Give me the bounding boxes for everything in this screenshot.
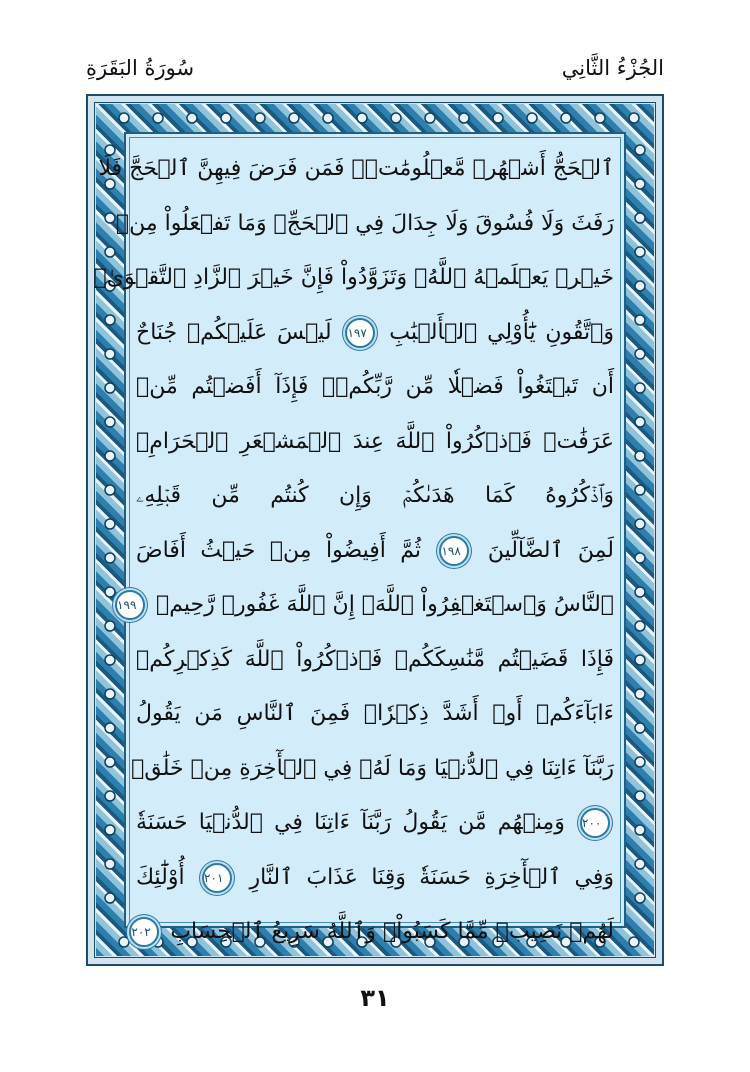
verse-text: أُوْلَٰٓئِكَ (136, 864, 199, 890)
ornament-curl (289, 113, 299, 123)
ornament-curl (105, 757, 115, 767)
ornament-curl (105, 723, 115, 733)
ornament-curl (635, 893, 645, 903)
ornament-curl (635, 553, 645, 563)
ornament-curl (635, 757, 645, 767)
verse-text: وَٱتَّقُونِ يَٰٓأُوْلِي ٱلۡأَلۡبَٰبِ (379, 319, 614, 345)
verse-line (136, 796, 614, 851)
verse-line (136, 633, 614, 688)
ornament-curl (105, 383, 115, 393)
ayah-number-marker: ١٩٩ (115, 590, 145, 620)
ornament-curl (635, 417, 645, 427)
juz-title: الجُزْءُ الثَّانِي (561, 56, 664, 80)
ornament-curl (629, 113, 639, 123)
ornament-curl (105, 689, 115, 699)
ornament-curl (105, 893, 115, 903)
verse-text: لَمِنَ ٱلضَّآلِّينَ (473, 537, 614, 563)
ornament-curl (635, 689, 645, 699)
ornament-curl (119, 113, 129, 123)
ayah-number-marker: ٢٠١ (202, 863, 232, 893)
page-header (86, 56, 664, 90)
ornament-curl (493, 113, 503, 123)
ornament-curl (323, 113, 333, 123)
ornament-curl (635, 791, 645, 801)
verse-line (115, 197, 614, 252)
ornament-curl (105, 655, 115, 665)
ornament-curl (105, 451, 115, 461)
ornament-curl (187, 113, 197, 123)
page-frame (86, 94, 664, 966)
verse-text: وَفِي ٱلۡأٓخِرَةِ حَسَنَةٗ وَقِنَا عَذَابَ ٱلنَّارِ (236, 864, 614, 890)
ornament-curl (635, 315, 645, 325)
ornament-curl (635, 485, 645, 495)
verse-text: خَيۡرٖ يَعۡلَمۡهُ ٱللَّهُۗ وَتَزَوَّدُواْ فَإِنَّ خَيۡرَ ٱلزَّادِ ٱلتَّقۡوَىٰۖ (93, 265, 614, 290)
verse-text: رَبَّنَآ ءَاتِنَا فِي ٱلدُّنۡيَا وَمَا لَهُۥ فِي ٱلۡأٓخِرَةِ مِنۡ خَلَٰقٖ (131, 755, 614, 781)
verse-line (131, 905, 614, 960)
ornament-curl (105, 417, 115, 427)
ayah-number-marker: ١٩٧ (345, 318, 375, 348)
ornament-curl (629, 937, 639, 947)
ornament-curl (635, 383, 645, 393)
ornament-curl (635, 825, 645, 835)
verse-text: لَهُمۡ نَصِيبٞ مِّمَّا كَسَبُواْۚ وَٱللَّهُ سَرِيعُ ٱلۡحِسَابِ (163, 919, 614, 944)
ornament-curl (635, 247, 645, 257)
ornament-curl (105, 859, 115, 869)
ornament-curl (105, 485, 115, 495)
verse-line (117, 578, 614, 633)
text-panel (93, 132, 626, 944)
verse-text: وَمِنۡهُم مَّن يَقُولُ رَبَّنَآ ءَاتِنَا فِي ٱلدُّنۡيَا حَسَنَةٗ (136, 810, 576, 835)
verse-line (136, 524, 614, 579)
ornament-curl (635, 519, 645, 529)
ornament-curl (105, 519, 115, 529)
page-number: ٣١ (360, 984, 390, 1012)
verse-line (136, 469, 614, 524)
verse-text: ٱلۡحَجُّ أَشۡهُرٞ مَّعۡلُومَٰتٞۚ فَمَن فَرَضَ فِيهِنَّ ٱلۡحَجَّ فَلَا (98, 156, 614, 181)
ornament-curl (635, 723, 645, 733)
ornament-curl (255, 113, 265, 123)
ornament-curl (357, 113, 367, 123)
verse-text: لَيۡسَ عَلَيۡكُمۡ جُنَاحٌ (136, 319, 342, 345)
verse-lines (93, 142, 614, 960)
ornament-curl (105, 791, 115, 801)
ornament-curl (635, 179, 645, 189)
ayah-number-marker: ١٩٨ (439, 536, 469, 566)
ornament-curl (635, 349, 645, 359)
ornament-curl (105, 315, 115, 325)
ornament-curl (595, 113, 605, 123)
ornament-curl (153, 113, 163, 123)
ornament-curl (105, 553, 115, 563)
verse-text: وَٱذۡكُرُوهُ كَمَا هَدَىٰكُمۡ وَإِن كُنتُم مِّن قَبۡلِهِۦ (136, 483, 614, 508)
ornament-curl (105, 349, 115, 359)
ornament-curl (635, 655, 645, 665)
verse-text: عَرَفَٰتٖ فَٱذۡكُرُواْ ٱللَّهَ عِندَ ٱلۡمَشۡعَرِ ٱلۡحَرَامِۖ (136, 428, 614, 454)
ornament-curl (105, 213, 115, 223)
verse-line (93, 251, 614, 306)
ornament-curl (221, 113, 231, 123)
verse-text: ءَابَآءَكُمۡ أَوۡ أَشَدَّ ذِكۡرٗاۗ فَمِنَ ٱلنَّاسِ مَن يَقُولُ (136, 701, 614, 726)
ornament-curl (635, 587, 645, 597)
verse-line (136, 851, 614, 906)
surah-title: سُورَةُ البَقَرَةِ (86, 56, 195, 80)
verse-text: ٱلنَّاسُ وَٱسۡتَغۡفِرُواْ ٱللَّهَۚ إِنَّ ٱللَّهَ غَفُورٞ رَّحِيمٞ (149, 592, 614, 617)
ornament-curl (635, 621, 645, 631)
ornament-curl (635, 859, 645, 869)
ornament-curl (527, 113, 537, 123)
ornament-curl (459, 113, 469, 123)
verse-text: ثُمَّ أَفِيضُواْ مِنۡ حَيۡثُ أَفَاضَ (136, 537, 436, 563)
ayah-number-marker: ٢٠٠ (580, 808, 610, 838)
verse-text: فَإِذَا قَضَيۡتُم مَّنَٰسِكَكُمۡ فَٱذۡكُرُواْ ٱللَّهَ كَذِكۡرِكُمۡ (136, 646, 614, 672)
ornament-curl (561, 113, 571, 123)
verse-line (136, 415, 614, 470)
ayah-number-marker: ٢٠٢ (129, 917, 159, 947)
verse-line (131, 742, 614, 797)
ornament-curl (391, 113, 401, 123)
verse-line (98, 142, 614, 197)
verse-line (136, 687, 614, 742)
verse-text: أَن تَبۡتَغُواْ فَضۡلٗا مِّن رَّبِّكُمۡۚ فَإِذَآ أَفَضۡتُم مِّنۡ (136, 374, 614, 399)
ornament-curl (635, 213, 645, 223)
ornament-curl (635, 145, 645, 155)
verse-line (136, 306, 614, 361)
verse-line (136, 360, 614, 415)
ornament-curl (635, 281, 645, 291)
verse-text: رَفَثَ وَلَا فُسُوقَ وَلَا جِدَالَ فِي ٱلۡحَجِّۗ وَمَا تَفۡعَلُواْ مِنۡ (115, 210, 614, 236)
ornament-curl (635, 451, 645, 461)
ornament-curl (425, 113, 435, 123)
ornament-curl (105, 825, 115, 835)
